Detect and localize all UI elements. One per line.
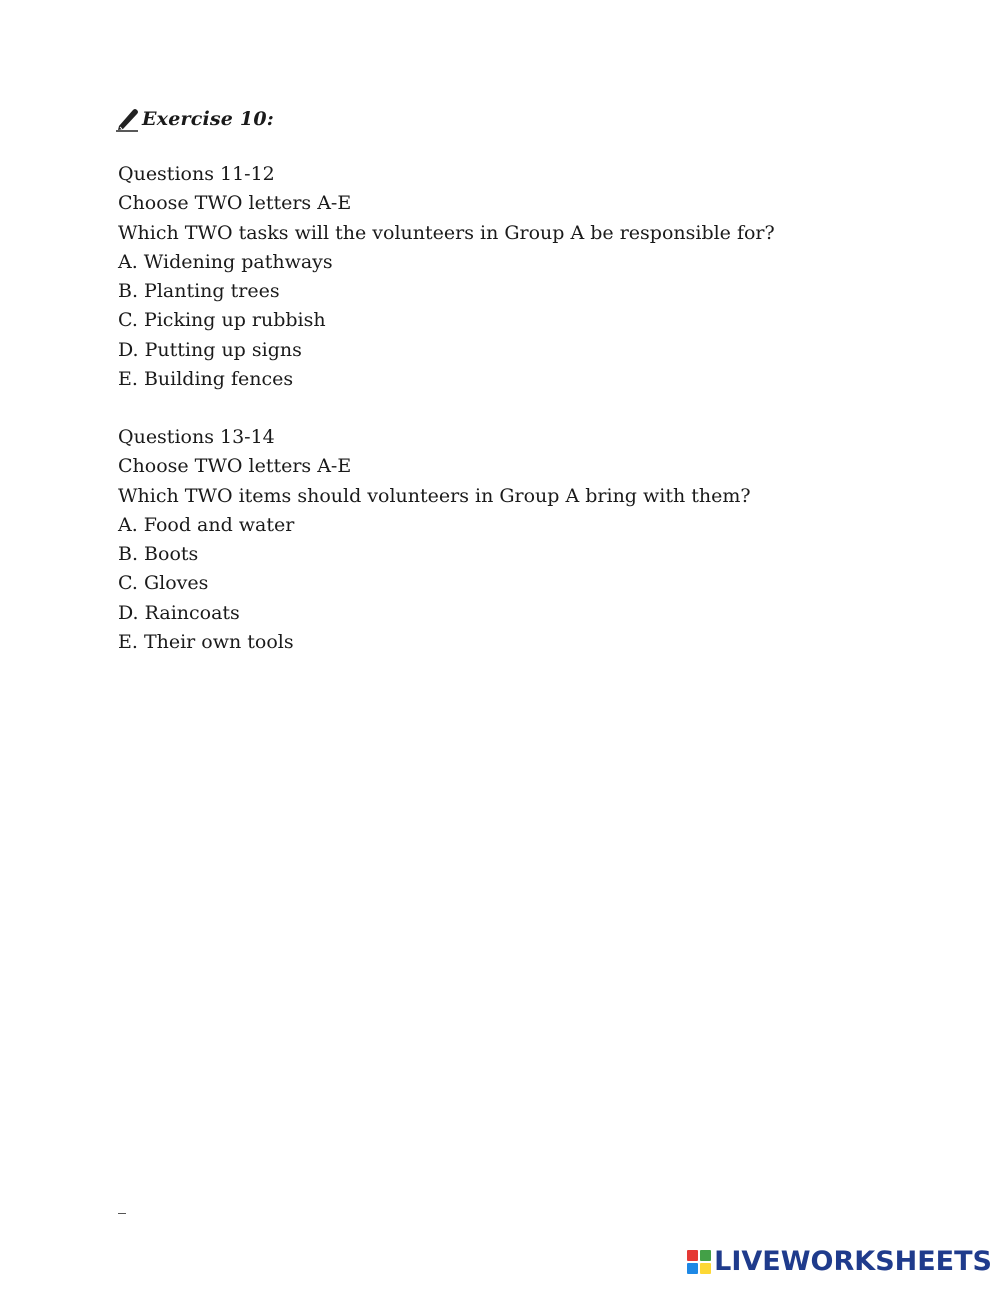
question-block-11-12 <box>118 160 775 394</box>
logo-tile <box>700 1250 711 1261</box>
option-c: C. Gloves <box>118 572 209 595</box>
option-a: A. Food and water <box>118 513 295 536</box>
instruction-text: Choose TWO letters A-E <box>118 192 352 215</box>
question-text: Which TWO tasks will the volunteers in Group A be responsible for? <box>118 221 775 244</box>
exercise-title: Exercise 10: <box>142 108 274 130</box>
option-c: C. Picking up rubbish <box>118 309 326 332</box>
brand-text: LIVEWORKSHEETS <box>714 1246 992 1277</box>
option-e: E. Building fences <box>118 368 294 391</box>
page-mark <box>118 1213 126 1214</box>
questions-range: Questions 11-12 <box>118 163 275 185</box>
logo-tile <box>687 1263 698 1274</box>
questions-range: Questions 13-14 <box>118 426 275 448</box>
option-e: E. Their own tools <box>118 631 294 654</box>
liveworksheets-brand <box>687 1246 992 1277</box>
option-b: B. Boots <box>118 543 199 566</box>
pen-icon <box>116 106 140 132</box>
question-block-13-14 <box>118 423 751 657</box>
instruction-text: Choose TWO letters A-E <box>118 455 352 478</box>
logo-tile <box>700 1263 711 1274</box>
option-a: A. Widening pathways <box>118 250 333 273</box>
exercise-heading <box>116 106 274 132</box>
liveworksheets-logo-icon <box>687 1250 711 1274</box>
logo-tile <box>687 1250 698 1261</box>
option-d: D. Raincoats <box>118 601 240 624</box>
option-d: D. Putting up signs <box>118 338 302 361</box>
option-b: B. Planting trees <box>118 280 280 303</box>
question-text: Which TWO items should volunteers in Group A bring with them? <box>118 484 751 507</box>
